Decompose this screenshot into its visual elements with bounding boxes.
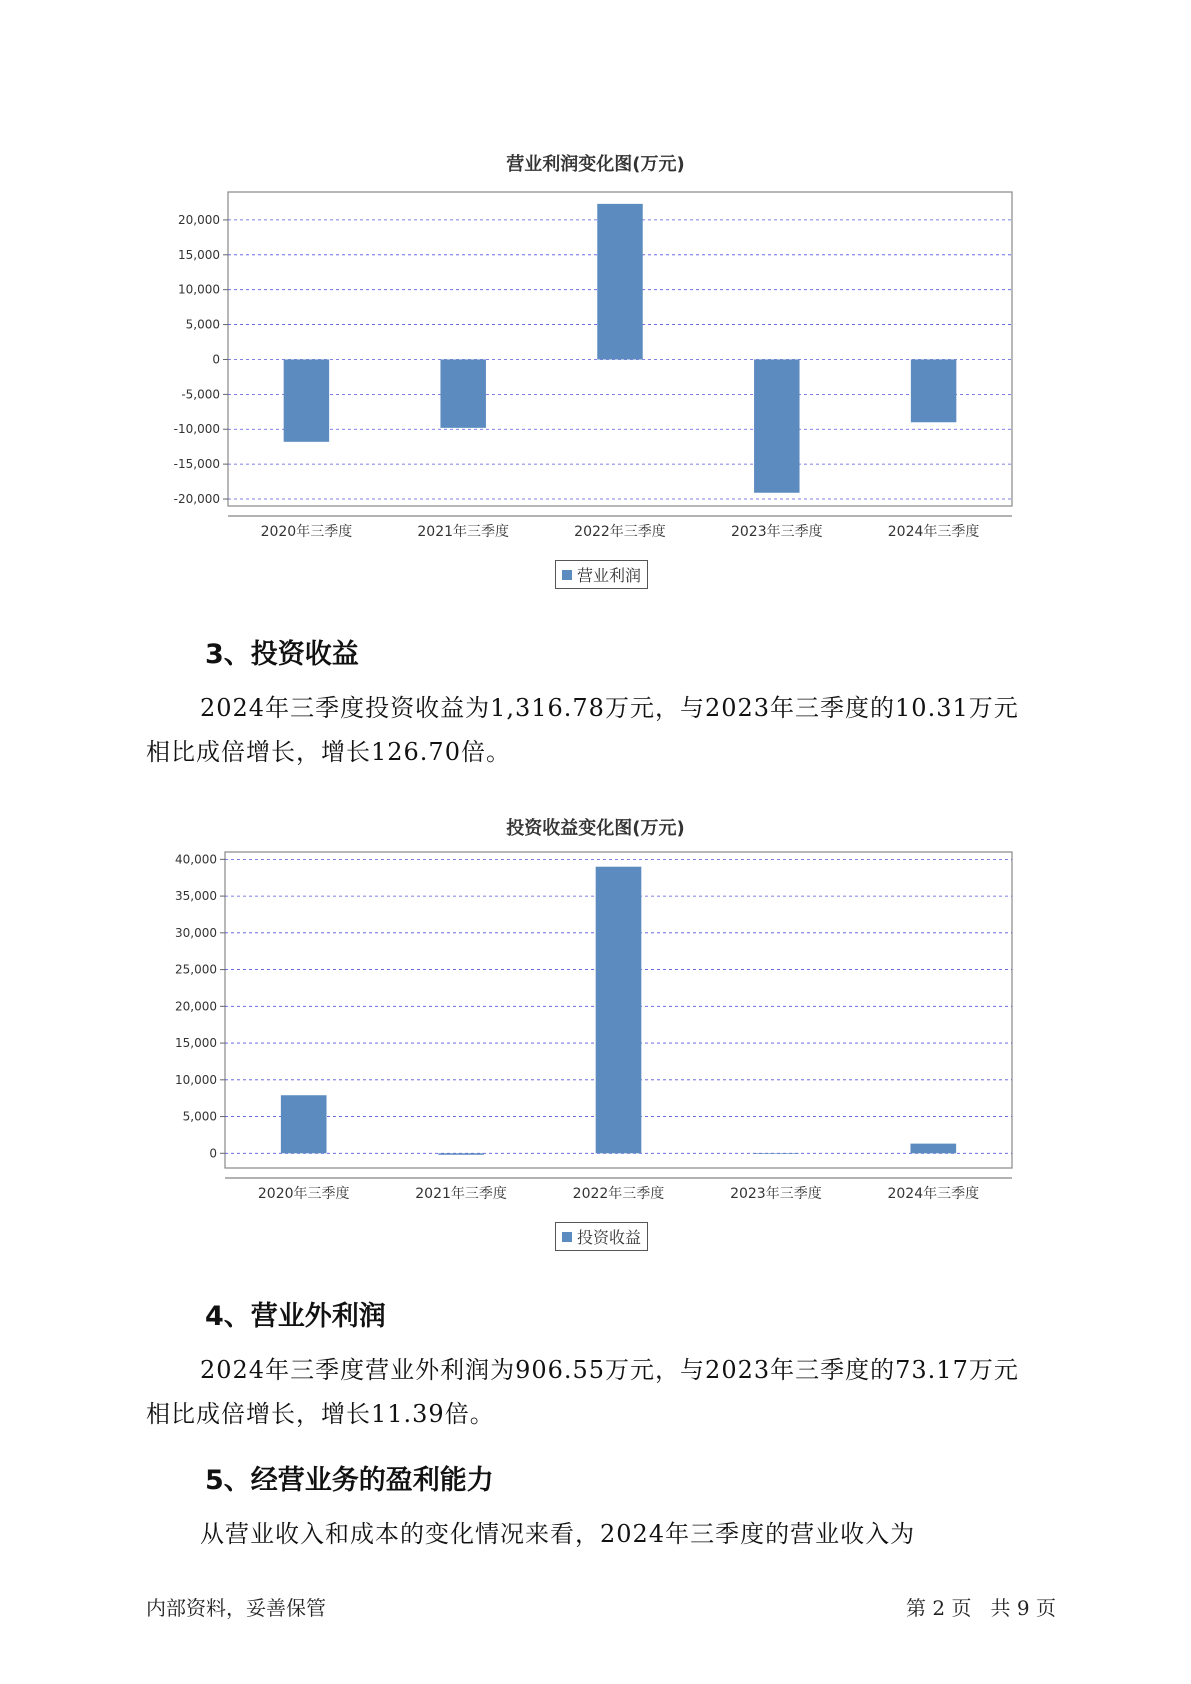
paragraph-investment-income xyxy=(146,686,1066,774)
footer-page-number: 第 2 页 共 9 页 xyxy=(906,1596,1056,1620)
bar xyxy=(753,1153,799,1154)
operating-profit-chart xyxy=(0,0,1191,600)
legend-label: 投资收益 xyxy=(577,1228,642,1247)
y-tick-label: 0 xyxy=(209,1146,217,1161)
bar xyxy=(440,359,485,427)
bar xyxy=(910,1144,956,1154)
x-tick-label: 2024年三季度 xyxy=(887,524,980,540)
paragraph-line: 2024年三季度投资收益为1,316.78万元，与2023年三季度的10.31万元 xyxy=(200,694,1019,722)
x-tick-label: 2023年三季度 xyxy=(730,524,823,540)
footer-left: 内部资料，妥善保管 xyxy=(146,1596,326,1620)
x-tick-label: 2022年三季度 xyxy=(572,1186,665,1202)
legend-swatch xyxy=(562,570,572,580)
chart-legend xyxy=(555,560,648,589)
section-heading-investment-income: 3、投资收益 xyxy=(205,639,359,670)
bar xyxy=(438,1153,484,1154)
x-tick-label: 2021年三季度 xyxy=(415,1186,507,1202)
y-tick-label: 20,000 xyxy=(178,212,220,227)
y-tick-label: 10,000 xyxy=(175,1072,217,1087)
paragraph-line: 从营业收入和成本的变化情况来看，2024年三季度的营业收入为 xyxy=(200,1520,916,1548)
legend-label: 营业利润 xyxy=(577,566,642,585)
y-tick-label: 15,000 xyxy=(178,247,220,262)
paragraph-line: 相比成倍增长，增长126.70倍。 xyxy=(146,738,511,766)
y-tick-label: -10,000 xyxy=(173,422,220,437)
x-tick-label: 2023年三季度 xyxy=(730,1186,822,1202)
y-tick-label: -20,000 xyxy=(173,492,220,507)
bar xyxy=(284,359,329,441)
section-heading-non-operating-profit: 4、营业外利润 xyxy=(205,1301,386,1332)
chart-plot xyxy=(0,0,1191,600)
x-tick-label: 2021年三季度 xyxy=(417,524,510,540)
paragraph-profitability xyxy=(146,1512,1066,1556)
y-tick-label: 30,000 xyxy=(175,925,217,940)
x-tick-label: 2024年三季度 xyxy=(887,1186,980,1202)
x-tick-label: 2020年三季度 xyxy=(257,1186,350,1202)
paragraph-non-operating-profit xyxy=(146,1348,1066,1436)
y-tick-label: -5,000 xyxy=(181,387,220,402)
x-tick-label: 2020年三季度 xyxy=(260,524,353,540)
bar xyxy=(281,1095,327,1153)
paragraph-line: 2024年三季度营业外利润为906.55万元，与2023年三季度的73.17万元 xyxy=(200,1356,1019,1384)
bar xyxy=(596,867,642,1154)
y-tick-label: 0 xyxy=(212,352,220,367)
bar xyxy=(754,359,799,492)
y-tick-label: 40,000 xyxy=(175,852,217,867)
y-tick-label: 5,000 xyxy=(182,1109,217,1124)
chart-title: 投资收益变化图(万元) xyxy=(506,818,685,839)
bar xyxy=(597,204,642,360)
plot-area xyxy=(225,852,1012,1168)
chart-legend xyxy=(555,1222,648,1251)
y-tick-label: 15,000 xyxy=(175,1036,217,1051)
paragraph-line: 相比成倍增长，增长11.39倍。 xyxy=(146,1400,495,1428)
legend-swatch xyxy=(562,1232,572,1242)
y-tick-label: 25,000 xyxy=(175,962,217,977)
chart-title: 营业利润变化图(万元) xyxy=(506,154,685,175)
y-tick-label: 35,000 xyxy=(175,889,217,904)
bar xyxy=(911,359,956,422)
y-tick-label: -15,000 xyxy=(173,457,220,472)
y-tick-label: 5,000 xyxy=(185,317,220,332)
y-tick-label: 20,000 xyxy=(175,999,217,1014)
section-heading-profitability: 5、经营业务的盈利能力 xyxy=(205,1465,494,1496)
y-tick-label: 10,000 xyxy=(178,282,220,297)
x-tick-label: 2022年三季度 xyxy=(574,524,666,540)
